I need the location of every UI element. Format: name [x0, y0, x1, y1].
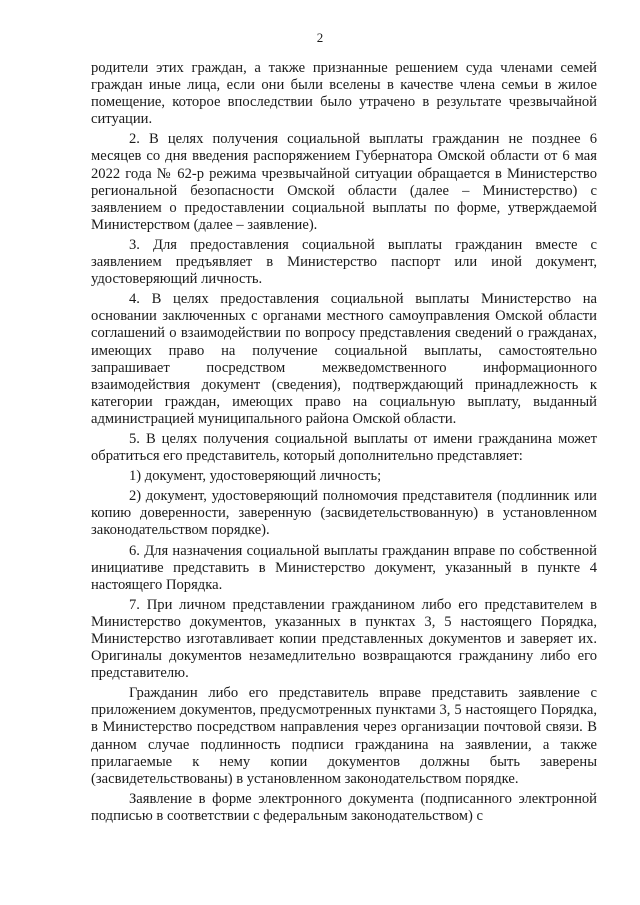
page-number: 2 — [316, 30, 324, 45]
list-item-2: 2) документ, удостоверяющий полномочия представителя (подлинник или копию доверенности, заверенную (засвидетельствованную) в установленном законодательством порядке). — [91, 488, 597, 539]
document-body — [91, 60, 597, 825]
list-item-1: 1) документ, удостоверяющий личность; — [129, 468, 382, 485]
paragraph-6: 6. Для назначения социальной выплаты гражданин вправе по собственной инициативе представить в Министерство документ, указанный в пункте 4 настоящего Порядка. — [91, 542, 597, 593]
paragraph-8: Гражданин либо его представитель вправе представить заявление с приложением документов, предусмотренных пунктами 3, 5 настоящего Порядка, в Министерство посредством направления через организации почтовой связи. В данном случае подлинность подписи гражданина на заявлении, а также прилагаемые к нему копии документов должны быть заверены (засвидетельствованы) в установленном законодательством порядке. — [91, 685, 597, 787]
paragraph-2: 2. В целях получения социальной выплаты гражданин не позднее 6 месяцев со дня введения распоряжением Губернатора Омской области от 6 мая 2022 года № 62-р режима чрезвычайной ситуации обращается в Министерство региональной безопасности Омской области (далее – Министерство) с заявлением о предоставлении социальной выплаты по форме, утверждаемой Министерством (далее – заявление). — [91, 131, 597, 233]
paragraph-7: 7. При личном представлении гражданином либо его представителем в Министерство документов, указанных в пунктах 3, 5 настоящего Порядка, Министерство изготавливает копии представленных документов и заверяет их. Оригиналы документов незамедлительно возвращаются гражданину либо его представителю. — [91, 596, 597, 682]
paragraph-4: 4. В целях предоставления социальной выплаты Министерство на основании заключенных с органами местного самоуправления Омской области соглашений о взаимодействии по вопросу представления сведений о гражданах, имеющих право на получение социальной выплаты, самостоятельно запрашивает посредством межведомственного информационного взаимодействия документ (сведения), подтверждающий принадлежность к категории граждан, имеющих право на социальную выплату, выданный администрацией муниципального района Омской области. — [91, 291, 597, 427]
paragraph-5: 5. В целях получения социальной выплаты от имени гражданина может обратиться его представитель, который дополнительно представляет: — [91, 430, 597, 465]
paragraph-1: родители этих граждан, а также признанные решением суда членами семей граждан иные лица, если они были вселены в качестве члена семьи в жилое помещение, которое впоследствии было утрачено в результате чрезвычайной ситуации. — [91, 60, 597, 128]
paragraph-3: 3. Для предоставления социальной выплаты гражданин вместе с заявлением предъявляет в Министерство паспорт или иной документ, удостоверяющий личность. — [91, 236, 597, 288]
paragraph-9: Заявление в форме электронного документа (подписанного электронной подписью в соответствии с федеральным законодательством) с — [91, 790, 597, 824]
